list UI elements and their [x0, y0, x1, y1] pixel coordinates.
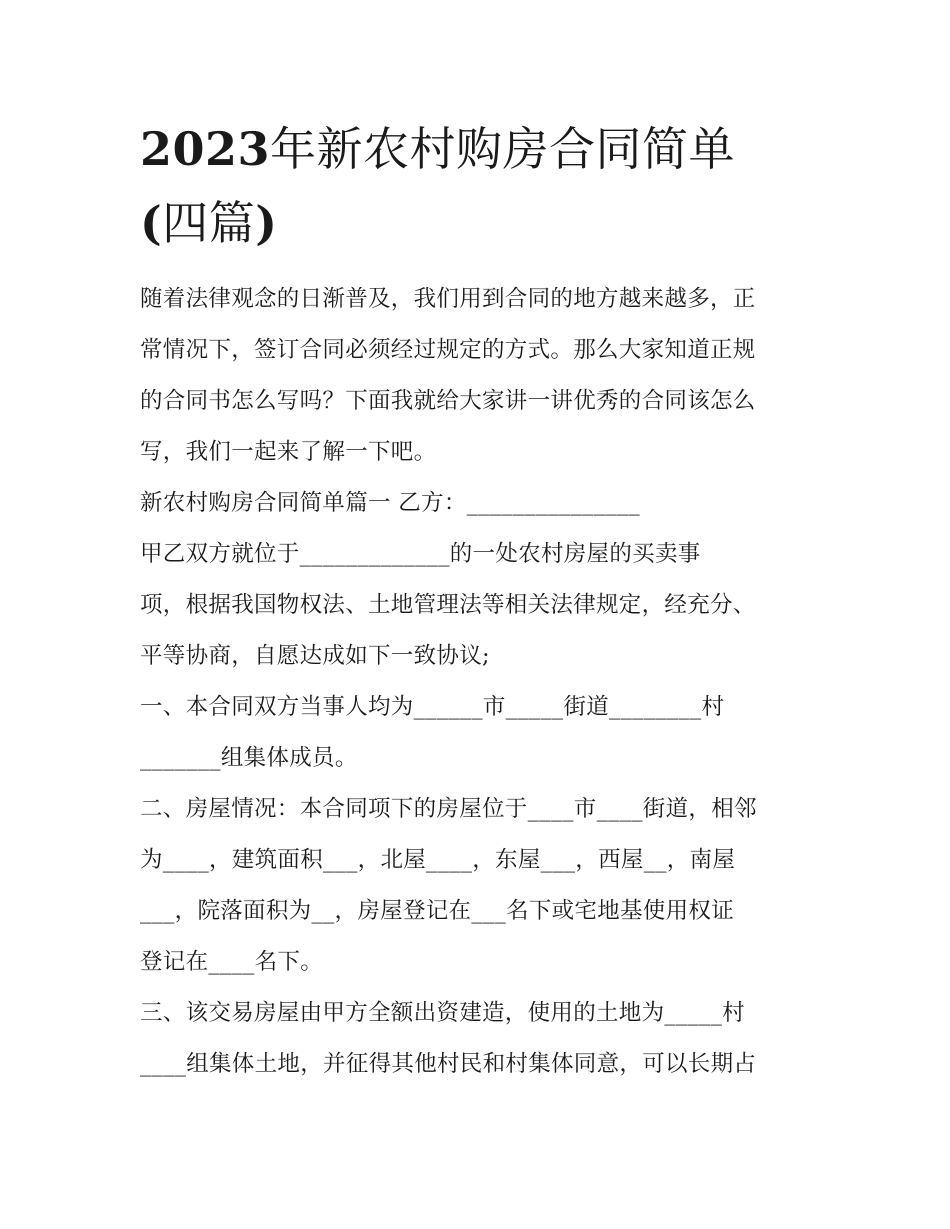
title-line2-text: 四篇 — [162, 196, 256, 250]
body-line-14: 登记在____名下。 — [140, 949, 324, 975]
body-line-4: 写，我们一起来了解一下吧。 — [140, 439, 437, 465]
body-line-7: 项，根据我国物权法、土地管理法等相关法律规定，经充分、 — [140, 592, 756, 618]
body-line-5: 新农村购房合同简单篇一 乙方：_______________ — [140, 490, 640, 516]
body-line-3: 的合同书怎么写吗？下面我就给大家讲一讲优秀的合同该怎么 — [140, 388, 756, 414]
body-line-13: ___，院落面积为__，房屋登记在___名下或宅地基使用权证 — [140, 898, 735, 924]
body-line-9: 一、本合同双方当事人均为______市_____街道________村 — [140, 694, 725, 720]
body-line-6: 甲乙双方就位于_____________的一处农村房屋的买卖事 — [140, 541, 701, 567]
body-line-16: ____组集体土地，并征得其他村民和村集体同意，可以长期占 — [140, 1051, 757, 1077]
document-title — [140, 112, 820, 260]
title-paren-open: ( — [140, 196, 163, 250]
title-paren-close: ) — [255, 196, 278, 250]
body-line-12: 为____，建筑面积___，北屋____，东屋___，西屋__，南屋 — [140, 847, 736, 873]
title-line1-text: 年新农村购房合同简单 — [270, 122, 736, 176]
document-body — [140, 274, 820, 1090]
body-line-1: 随着法律观念的日渐普及，我们用到合同的地方越来越多，正 — [140, 286, 756, 312]
body-line-2: 常情况下，签订合同必须经过规定的方式。那么大家知道正规 — [140, 337, 756, 363]
body-line-8: 平等协商，自愿达成如下一致协议; — [140, 643, 490, 669]
title-year: 2023 — [140, 122, 271, 176]
body-line-11: 二、房屋情况：本合同项下的房屋位于____市____街道，相邻 — [140, 796, 757, 822]
document-page — [140, 112, 820, 1090]
body-line-15: 三、该交易房屋由甲方全额出资建造，使用的土地为_____村 — [140, 1000, 745, 1026]
body-line-10: _______组集体成员。 — [140, 745, 358, 771]
